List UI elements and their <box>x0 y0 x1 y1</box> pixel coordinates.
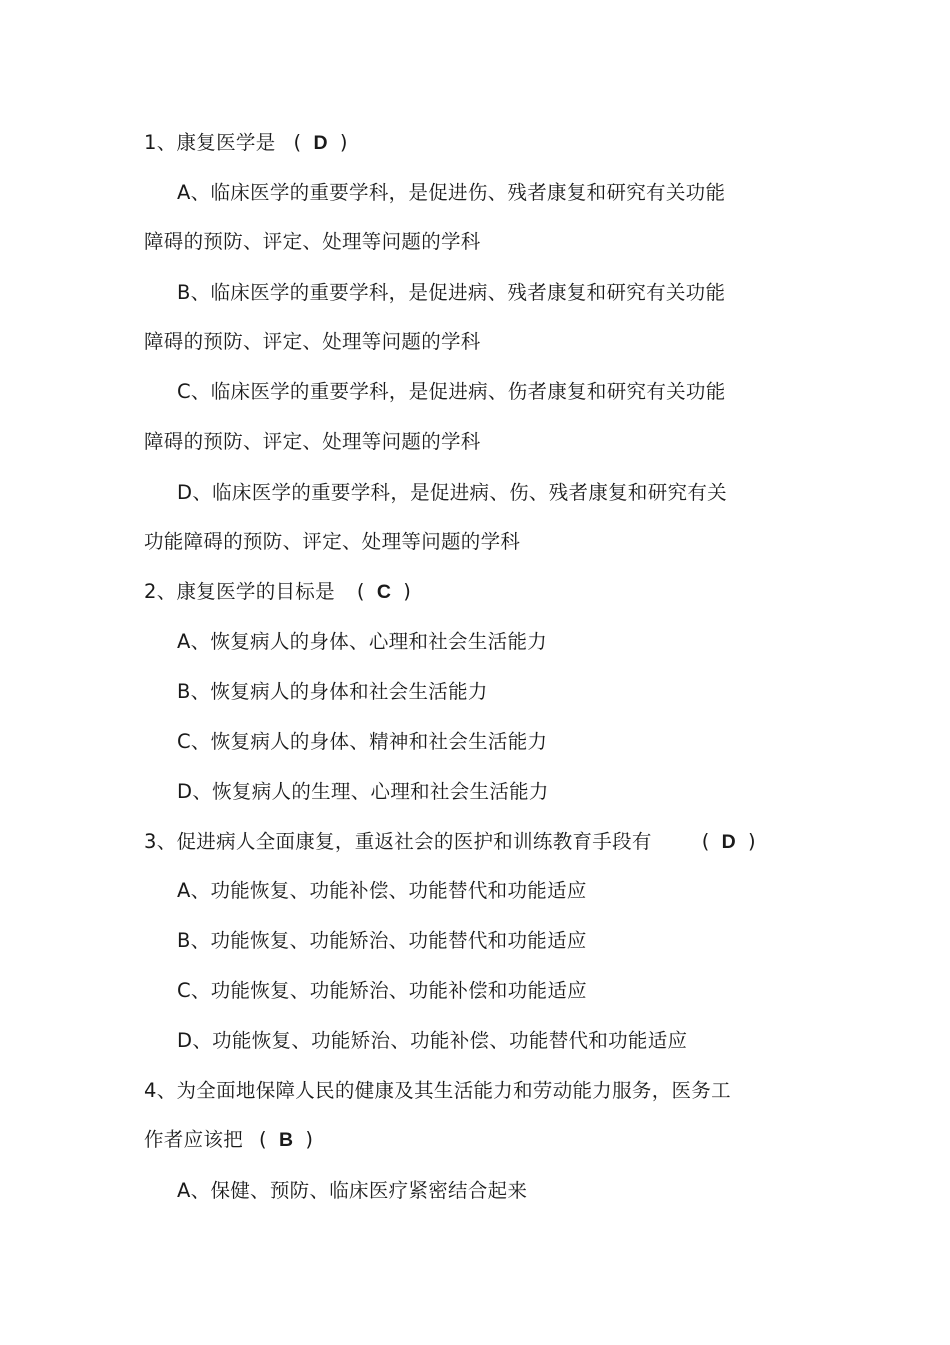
question-1-option-d-cont: 功能障碍的预防、评定、处理等问题的学科 <box>144 530 521 553</box>
question-1-option-b-cont: 障碍的预防、评定、处理等问题的学科 <box>144 330 481 353</box>
answer-letter: D <box>313 132 328 154</box>
question-4-stem: 4、为全面地保障人民的健康及其生活能力和劳动能力服务，医务工 <box>144 1079 731 1102</box>
answer-bracket: ( C ) <box>356 580 412 603</box>
answer-letter: D <box>721 831 737 853</box>
question-2-option-d: D、恢复病人的生理、心理和社会生活能力 <box>177 780 549 803</box>
question-1-option-a: A、临床医学的重要学科，是促进伤、残者康复和研究有关功能 <box>177 181 726 204</box>
answer-bracket: ( B ) <box>259 1128 314 1151</box>
question-1-option-c-cont: 障碍的预防、评定、处理等问题的学科 <box>144 430 481 453</box>
question-3-option-b: B、功能恢复、功能矫治、功能替代和功能适应 <box>177 929 587 952</box>
question-3-option-c: C、功能恢复、功能矫治、功能补偿和功能适应 <box>177 979 587 1002</box>
answer-letter: B <box>278 1129 294 1151</box>
question-stem-text: 3、促进病人全面康复，重返社会的医护和训练教育手段有 <box>144 830 652 853</box>
question-1-option-b: B、临床医学的重要学科，是促进病、残者康复和研究有关功能 <box>177 281 726 304</box>
question-2-option-b: B、恢复病人的身体和社会生活能力 <box>177 680 488 703</box>
question-2-option-a: A、恢复病人的身体、心理和社会生活能力 <box>177 630 548 653</box>
question-1-option-a-cont: 障碍的预防、评定、处理等问题的学科 <box>144 230 481 253</box>
question-3-option-a: A、功能恢复、功能补偿、功能替代和功能适应 <box>177 879 587 902</box>
question-stem-text: 2、康复医学的目标是 <box>144 580 335 603</box>
question-2-option-c: C、恢复病人的身体、精神和社会生活能力 <box>177 730 548 753</box>
question-2-stem <box>144 579 411 605</box>
answer-bracket: ( D ) <box>293 131 348 154</box>
question-1-stem <box>144 130 348 156</box>
question-4-option-a: A、保健、预防、临床医疗紧密结合起来 <box>177 1179 528 1202</box>
question-stem-text: 1、康复医学是 <box>144 131 276 154</box>
answer-letter: C <box>376 581 392 603</box>
question-1-option-c: C、临床医学的重要学科，是促进病、伤者康复和研究有关功能 <box>177 380 726 403</box>
question-3-option-d: D、功能恢复、功能矫治、功能补偿、功能替代和功能适应 <box>177 1029 688 1052</box>
question-1-option-d: D、临床医学的重要学科，是促进病、伤、残者康复和研究有关 <box>177 481 727 504</box>
question-stem-text: 作者应该把 <box>144 1128 244 1151</box>
answer-bracket: ( D ) <box>701 830 756 853</box>
question-3-stem <box>144 829 756 855</box>
question-4-stem-cont <box>144 1127 313 1153</box>
